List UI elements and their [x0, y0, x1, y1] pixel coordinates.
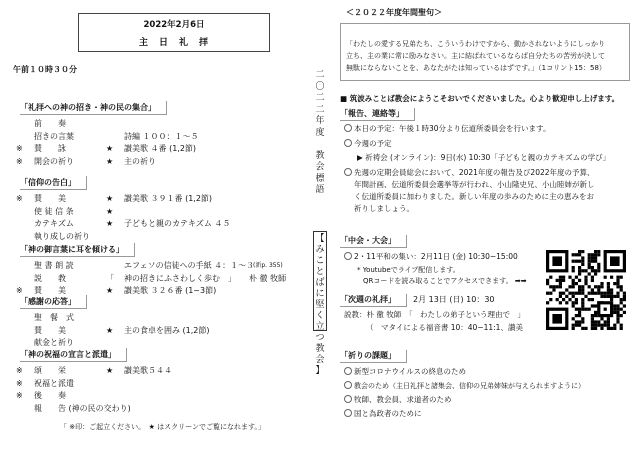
- scripture-page: (新p. 355): [253, 262, 283, 269]
- vertical-char: 二: [315, 104, 325, 115]
- news-item: 年間計画、伝道所委員会選挙等が行われ、小山隆史兄、小山睦姉が新し: [354, 180, 595, 189]
- vertical-char: 会: [315, 162, 325, 172]
- vertical-char: つ: [315, 333, 325, 343]
- next-service-scripture: （ マタイによる福音書 10：40−11:1、讃美: [366, 323, 523, 332]
- order-item-name: 使 徒 信 条: [34, 206, 74, 216]
- order-row: [24, 218, 314, 229]
- circle-bullet-icon: [344, 139, 352, 147]
- vertical-char: 語: [315, 185, 325, 195]
- circle-bullet-icon: [344, 252, 352, 260]
- order-item-content: 讃美歌 ３９１番 (1,2節): [124, 194, 213, 203]
- vertical-char: 会: [315, 355, 325, 365]
- motto-box: [340, 23, 630, 81]
- standing-mark: ※: [16, 286, 23, 295]
- order-item-name: 開会の祈り: [34, 156, 74, 166]
- order-item-name: 報 告 (神の民の交わり): [34, 403, 131, 413]
- screen-star: ★: [106, 219, 114, 228]
- section-heading: 「信仰の告白」: [20, 176, 87, 190]
- vertical-char: く: [315, 311, 325, 321]
- order-row: [24, 312, 314, 323]
- vertical-char: 教: [315, 344, 325, 354]
- vertical-char: 】: [315, 366, 325, 376]
- motto-line: 立ち、主の業に常に励みなさい。主に結ばれているならば自分たちの苦労が決して: [346, 52, 605, 60]
- vertical-char: 二: [315, 70, 325, 80]
- news-item: 先週の定期会員総会において、2021年度の報告及び2022年度の予算、: [354, 168, 595, 177]
- order-row: [24, 273, 314, 284]
- order-item-name: 後 奏: [34, 391, 66, 400]
- vertical-year-label: [313, 70, 327, 197]
- next-service-sermon: 説教：朴 徹 牧師 「 わたしの弟子という理由で 」: [344, 310, 526, 319]
- order-row: [24, 118, 314, 129]
- service-time: 午前１０時３０分: [13, 65, 77, 74]
- order-row: [24, 337, 314, 348]
- news-item: く伝道所委員に加わりました。新しい年度の歩みのために主の恵みをお: [354, 192, 594, 201]
- order-item-name: カテキズム: [34, 219, 74, 228]
- order-item-name: 執り成しの祈り: [34, 231, 90, 241]
- order-row: [16, 365, 314, 376]
- service-date: 2022年2月6日: [143, 20, 205, 30]
- order-row: [24, 131, 314, 142]
- order-item-name: 招きの言葉: [34, 131, 74, 141]
- service-title-box: [78, 13, 270, 52]
- section-heading: 「感謝の応答」: [20, 295, 87, 309]
- order-item-content: 讃美歌 ４番 (1,2節): [124, 144, 197, 153]
- order-item-name: 聖 書 朗 読: [34, 261, 74, 270]
- order-item-name: 賛 詠: [34, 144, 66, 153]
- screen-star: 「: [106, 273, 114, 283]
- meeting-heading: 「中会・大会」: [340, 235, 407, 248]
- vertical-char: 標: [315, 173, 325, 184]
- screen-star: ★: [106, 206, 114, 216]
- vertical-char: 年: [315, 116, 325, 126]
- vertical-char: 【: [315, 234, 325, 244]
- screen-star: ★: [106, 144, 114, 153]
- prayer-heading: 「祈りの課題」: [340, 350, 407, 363]
- motto-title: ＜２０２２年度年間聖句＞: [346, 8, 442, 17]
- circle-bullet-icon: [344, 124, 352, 132]
- motto-line: 「わたしの愛する兄弟たち、こういうわけですから、動かされないようにしっかり: [346, 40, 605, 48]
- section-heading: 「神の祝福の宣言と派遣」: [20, 348, 127, 362]
- news-heading: 「報告、連絡等」: [340, 108, 415, 121]
- screen-star: ★: [106, 325, 114, 335]
- vertical-motto: [313, 231, 327, 376]
- qr-code-icon[interactable]: [546, 250, 626, 330]
- next-service-heading: 「次週の礼拝」: [340, 294, 407, 307]
- order-item-name: 賛 美: [34, 194, 66, 203]
- order-item-name: 頌 栄: [34, 366, 66, 375]
- order-item-content: 主の食卓を囲み (1,2節): [124, 325, 210, 335]
- news-item: 本日の予定：午後１時30分より伝道所委員会を行います。: [354, 124, 551, 133]
- standing-mark: ※: [16, 194, 23, 203]
- section-heading: 「神の御言葉に耳を傾ける」: [20, 243, 135, 257]
- footnote: 「 ※印：ご起立ください。 ★ はスクリーンでご覧になれます。」: [60, 423, 265, 431]
- prayer-item: 教会のため（主日礼拝と諸集会、信仰の兄弟姉妹が与えられますように）: [354, 382, 585, 390]
- vertical-char: み: [315, 245, 325, 255]
- vertical-char: [313, 139, 327, 151]
- order-item-content: 讃美歌５４４: [124, 366, 172, 375]
- news-item: ▶ 祈祷会 (オンライン)：9日(水) 10:30「子どもと親のカテキズムの学び」: [357, 153, 611, 162]
- prayer-item: 国と為政者のために: [354, 409, 422, 418]
- standing-mark: ※: [16, 366, 23, 375]
- order-item-name: 聖 餐 式: [34, 313, 74, 322]
- order-item-content: エフェソの信徒への手紙 ４：１～３: [124, 261, 255, 270]
- order-row: [24, 206, 314, 217]
- standing-mark: ※: [16, 391, 23, 400]
- order-item-name: 祝福と派遣: [34, 378, 74, 388]
- order-row: [16, 390, 314, 401]
- motto-line: 無駄にならないことを、あなたがたは知っているはずです。」（1コリント15：58）: [346, 64, 606, 72]
- vertical-char: に: [315, 289, 325, 299]
- order-row: [16, 193, 314, 204]
- meeting-line: 2・11平和の集い：2月11日 (金) 10:30−15:00: [354, 252, 518, 261]
- news-item: 祈りしましょう。: [354, 204, 414, 213]
- order-item-name: 説 教: [34, 273, 66, 283]
- vertical-char: と: [315, 267, 325, 277]
- order-item-content: 子どもと親のカテキズム ４５: [124, 219, 231, 228]
- order-item-name: 献金と祈り: [34, 338, 74, 347]
- vertical-char: ば: [315, 278, 325, 288]
- standing-mark: ※: [16, 156, 23, 166]
- standing-mark: ※: [16, 378, 23, 388]
- vertical-char: 教: [315, 150, 325, 161]
- order-row: [24, 403, 314, 414]
- prayer-item: 新型コロナウイルスの終息のため: [354, 367, 467, 376]
- order-item-name: 賛 美: [34, 286, 66, 295]
- prayer-item: 牧師、教会員、求道者のため: [354, 395, 452, 404]
- circle-bullet-icon: [344, 409, 352, 417]
- circle-bullet-icon: [344, 168, 352, 176]
- vertical-char: 〇: [315, 81, 325, 92]
- circle-bullet-icon: [344, 395, 352, 403]
- order-row: [24, 325, 314, 336]
- order-item-content: 詩編 １００：１～５: [124, 131, 199, 141]
- order-item-name: 賛 美: [34, 325, 66, 335]
- section-heading: 「礼拝への神の招き・神の民の集合」: [20, 101, 167, 115]
- news-item: 今週の予定: [354, 139, 392, 148]
- order-row: [16, 156, 314, 167]
- meeting-line: QRコードを読み取ることでアクセスできます。 ➡➡: [363, 277, 527, 285]
- preacher-name: 朴 徹 牧師: [249, 273, 287, 283]
- order-item-name: 前 奏: [34, 119, 66, 128]
- next-service-date: 2月 13日 (日) 10：30: [413, 295, 495, 304]
- screen-star: ★: [106, 366, 114, 375]
- order-item-content: 神の招きにふさわしく歩む 」: [124, 273, 236, 283]
- screen-star: ★: [106, 194, 114, 203]
- screen-star: ★: [106, 286, 114, 295]
- order-row: [24, 231, 314, 242]
- vertical-char: こ: [315, 256, 325, 266]
- order-row: [24, 260, 314, 271]
- vertical-char: 度: [315, 127, 325, 138]
- order-item-content: 讃美歌 ３２６番 (1~3節): [124, 286, 217, 295]
- meeting-line: * Youtubeでライブ配信します。: [357, 266, 460, 274]
- screen-star: ★: [106, 156, 114, 166]
- vertical-char: 堅: [315, 300, 325, 310]
- welcome-message: ■ 筑波みことば教会にようこそおいでくださいました。心より歓迎申し上げます。: [340, 94, 620, 103]
- order-row: [16, 143, 314, 154]
- service-title: 主 日 礼 拝: [138, 38, 209, 48]
- vertical-char: 二: [315, 93, 325, 103]
- order-row: [16, 378, 314, 389]
- standing-mark: ※: [16, 144, 23, 153]
- circle-bullet-icon: [344, 367, 352, 375]
- vertical-char: 立: [315, 322, 325, 332]
- order-item-content: 主の祈り: [124, 156, 156, 166]
- circle-bullet-icon: [344, 381, 352, 389]
